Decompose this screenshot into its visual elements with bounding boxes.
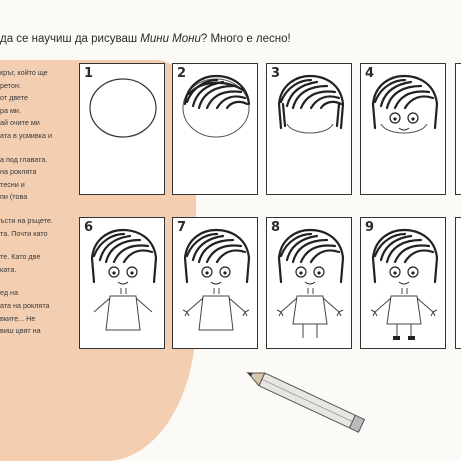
step-number: 4 — [365, 66, 375, 81]
step-number: 8 — [271, 220, 281, 235]
instruction-line: а под главата. — [0, 154, 48, 164]
title-character-name: Мини Мони — [140, 33, 201, 45]
instruction-line: ед на — [0, 288, 18, 298]
step-panel-9 — [360, 217, 446, 349]
step-panel-8 — [266, 217, 352, 349]
instruction-line: виш цвят на — [0, 326, 41, 336]
step-panel-2 — [172, 63, 258, 195]
step-number: 9 — [365, 220, 375, 235]
instruction-line: кръг, който ще — [0, 68, 48, 77]
step-9-drawing — [361, 218, 447, 350]
step-3-drawing — [267, 64, 353, 196]
instruction-line: ра ми. — [0, 105, 21, 115]
step-panel-4 — [360, 63, 446, 195]
instruction-line: ретон. — [0, 80, 21, 90]
instruction-line: ай очите ми — [0, 118, 40, 128]
instruction-line: ката. — [0, 264, 17, 274]
instruction-line: те. Като две — [0, 252, 41, 262]
step-number: 7 — [177, 220, 187, 235]
step-number: 2 — [177, 66, 187, 81]
step-4-drawing — [361, 64, 447, 196]
instruction-line: ата на роклята — [0, 301, 50, 310]
step-number: 3 — [271, 66, 281, 81]
step-panel-7 — [172, 217, 258, 349]
title-suffix: ? Много е лесно! — [200, 33, 291, 45]
step-panel-6 — [79, 217, 165, 349]
instruction-line: от двете — [0, 93, 29, 103]
instruction-line: та. Почти като — [0, 228, 48, 238]
step-2-drawing — [173, 64, 259, 196]
step-panel-1 — [79, 63, 165, 195]
step-8-drawing — [267, 218, 353, 350]
page-title — [0, 33, 461, 45]
title-prefix: да се научиш да рисуваш — [0, 33, 141, 45]
instruction-line: пи (това — [0, 192, 28, 202]
step-number: 6 — [84, 220, 94, 235]
instruction-line: тесни и — [0, 179, 25, 189]
step-7-drawing — [173, 218, 259, 350]
instruction-line: ата в усмивка и — [0, 131, 53, 140]
step-6-drawing — [80, 218, 166, 350]
instruction-line: вките... Не — [0, 313, 36, 323]
instruction-line: ъсти на ръцете. — [0, 216, 53, 225]
step-number: 1 — [84, 66, 94, 81]
step-panel-5-partial — [455, 63, 461, 195]
step-panel-3 — [266, 63, 352, 195]
step-1-drawing — [80, 64, 166, 196]
pencil-illustration — [230, 365, 380, 445]
step-panel-10-partial — [455, 217, 461, 349]
instruction-line: на роклята — [0, 167, 37, 177]
